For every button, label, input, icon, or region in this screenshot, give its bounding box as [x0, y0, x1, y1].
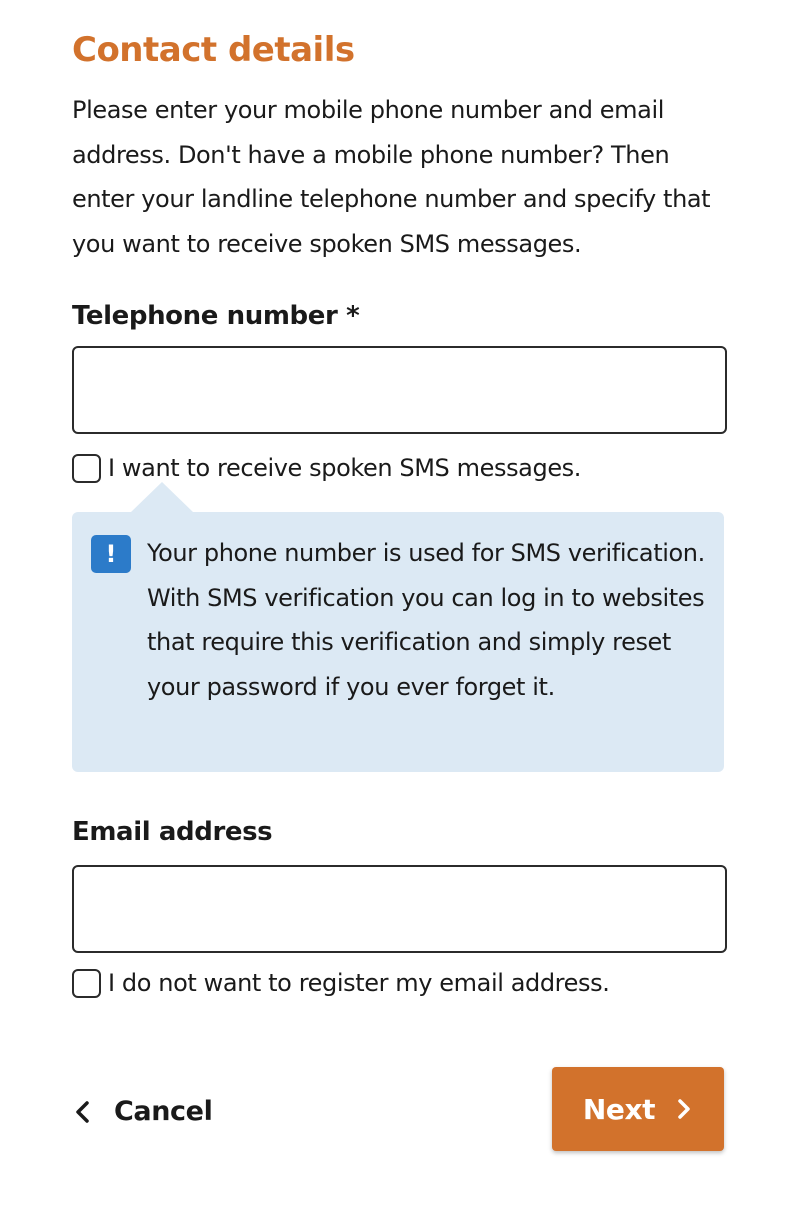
- telephone-label: Telephone number *: [72, 301, 360, 331]
- email-label: Email address: [72, 817, 273, 847]
- spoken-sms-checkbox[interactable]: [72, 454, 101, 483]
- page-title: Contact details: [72, 30, 355, 70]
- cancel-button[interactable]: [72, 1092, 212, 1132]
- email-input[interactable]: [72, 865, 727, 953]
- no-email-label: I do not want to register my email address.: [108, 969, 610, 997]
- no-email-option[interactable]: [72, 966, 609, 1000]
- spoken-sms-option[interactable]: [72, 451, 581, 485]
- cancel-label: Cancel: [114, 1096, 213, 1127]
- chevron-right-icon: [675, 1096, 693, 1122]
- exclamation-icon: !: [91, 535, 131, 573]
- intro-text: Please enter your mobile phone number and email address. Don't have a mobile phone number? Then enter your landline telephone number and specify that you want to receive spoken SMS messages.: [72, 96, 711, 258]
- info-callout-pointer: [130, 482, 194, 513]
- next-button[interactable]: [552, 1067, 724, 1151]
- info-callout-text: Your phone number is used for SMS verification. With SMS verification you can log in to websites that require this verification and simply reset your password if you ever forget it.: [147, 539, 705, 701]
- chevron-left-icon: [72, 1099, 94, 1125]
- no-email-checkbox[interactable]: [72, 969, 101, 998]
- spoken-sms-label: I want to receive spoken SMS messages.: [108, 454, 582, 482]
- next-label: Next: [582, 1092, 656, 1126]
- telephone-input[interactable]: [72, 346, 727, 434]
